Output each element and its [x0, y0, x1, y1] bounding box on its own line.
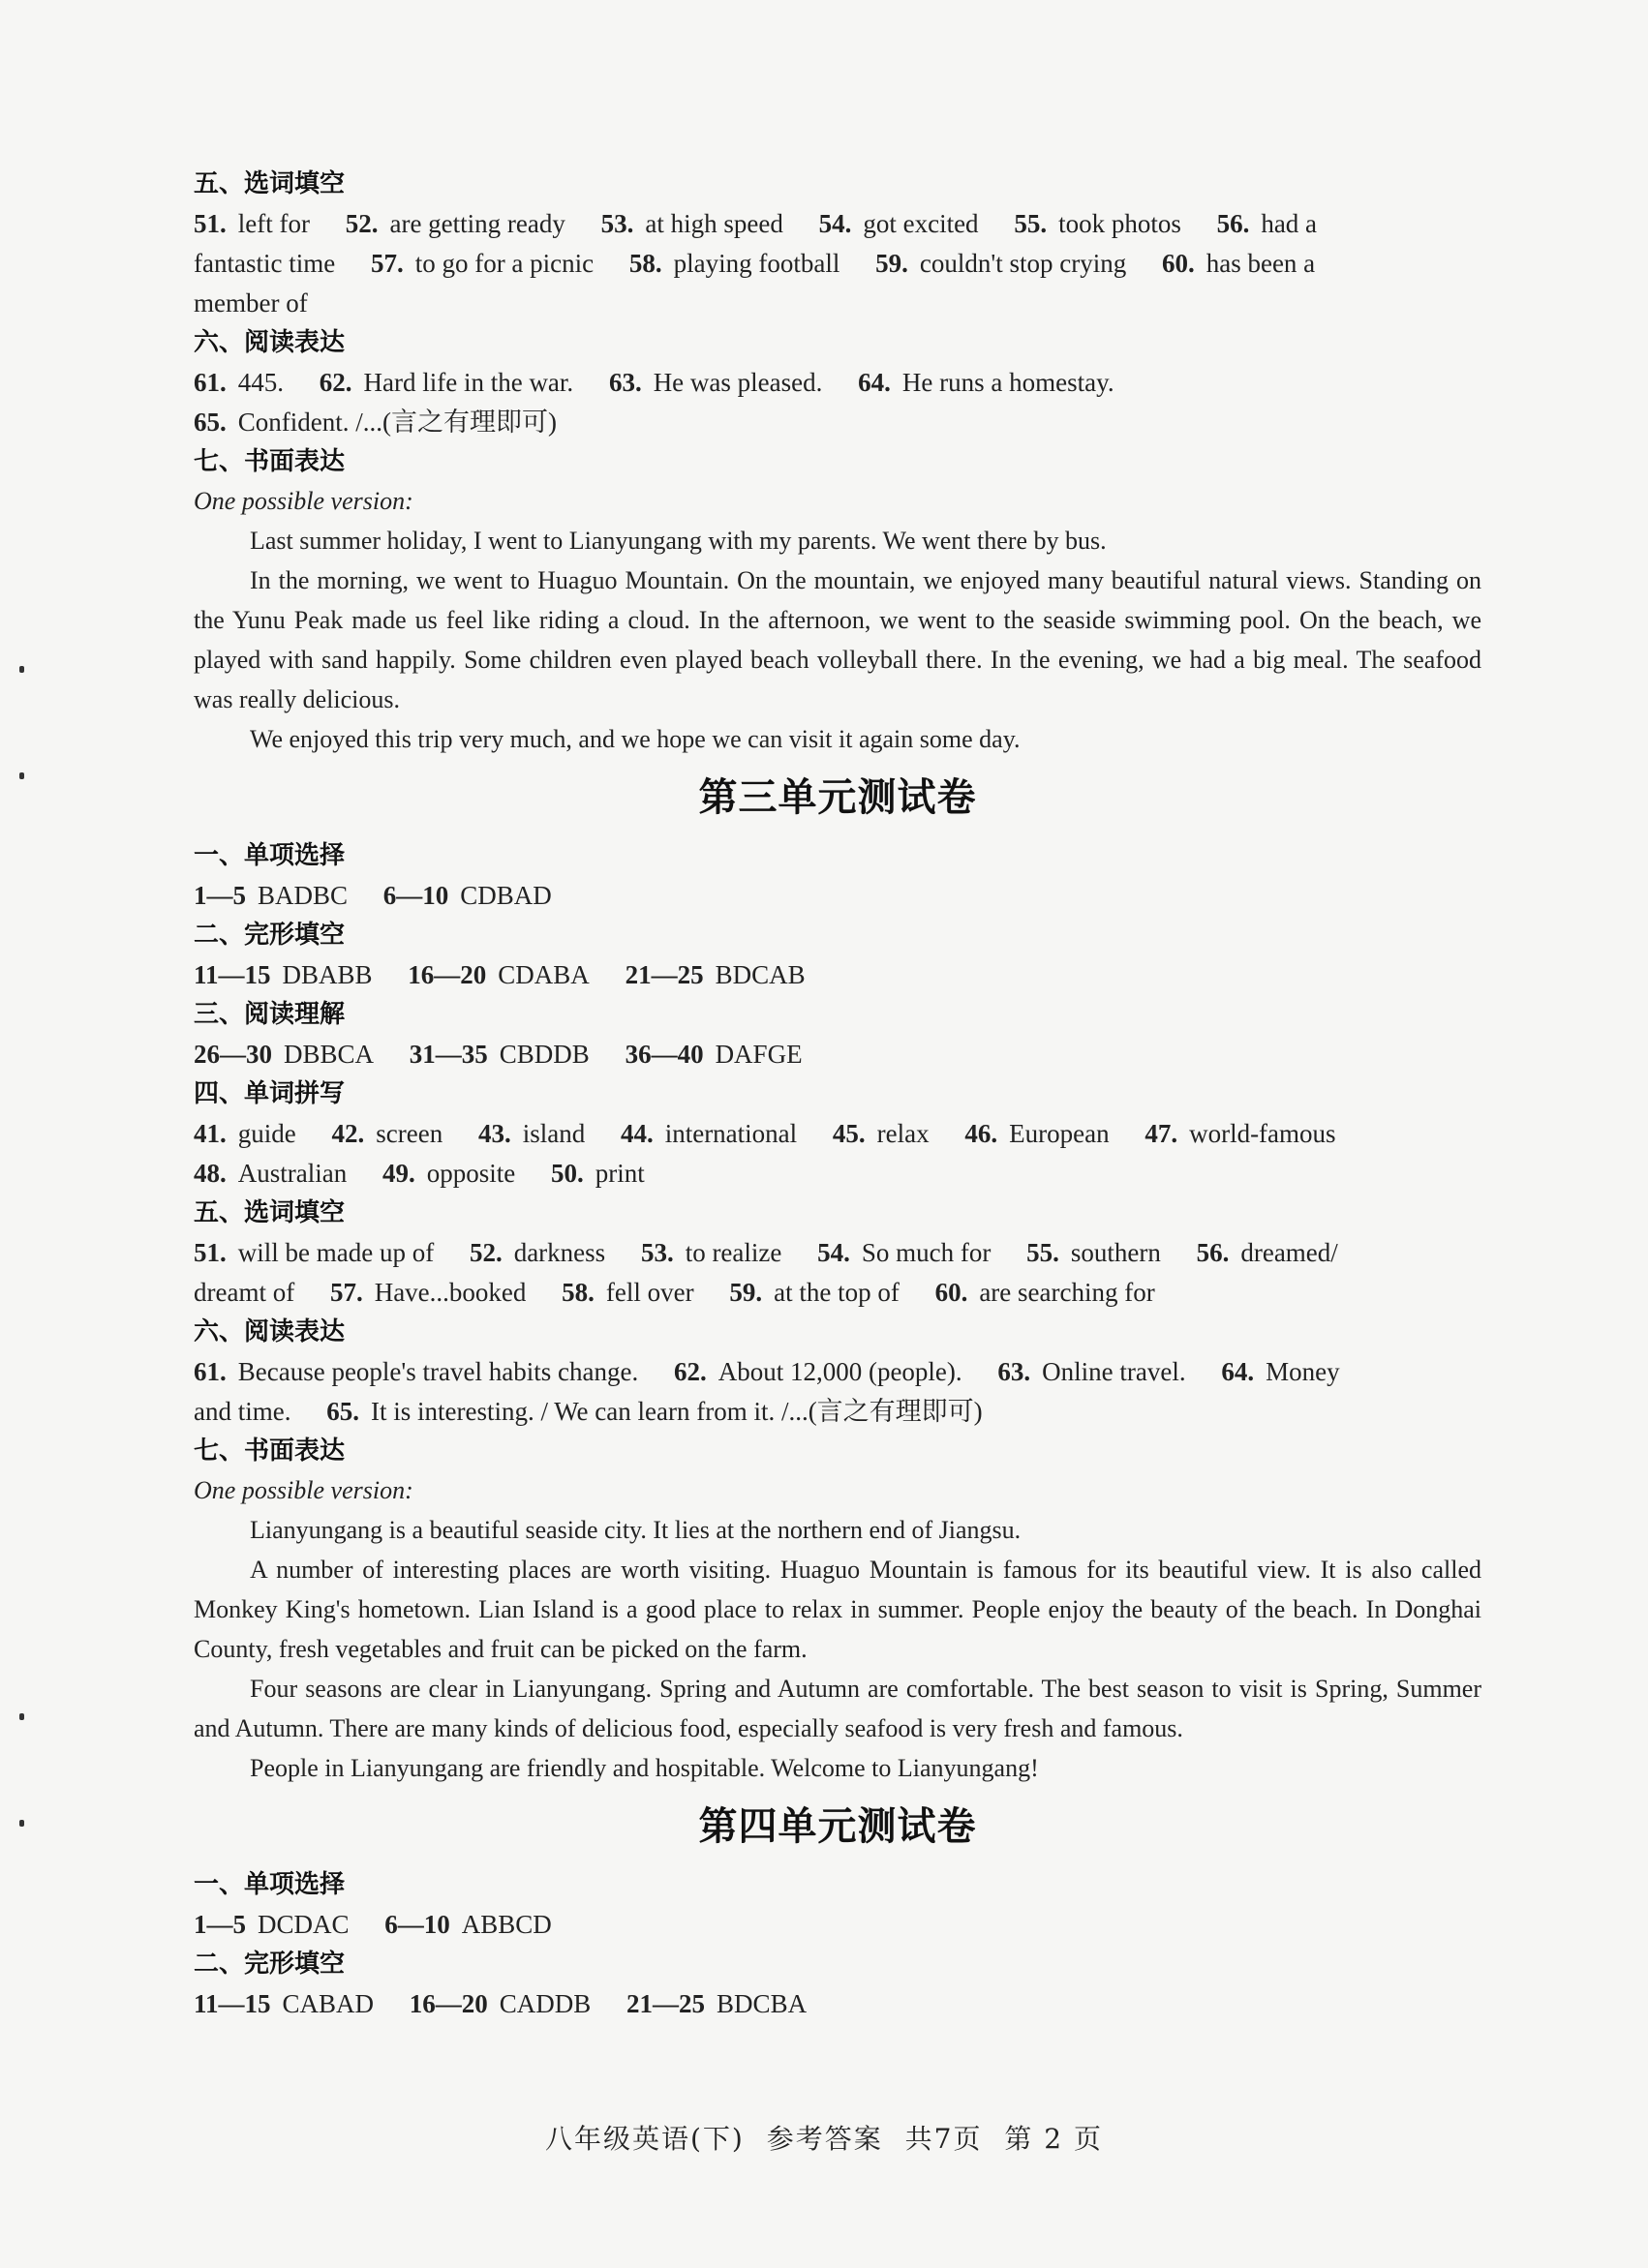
answer-text: at high speed	[645, 209, 783, 238]
section-title: 一、单项选择	[194, 1870, 346, 1899]
answer-number: 64.	[1221, 1357, 1255, 1386]
answer-text: dreamt of	[194, 1278, 295, 1307]
answer-item	[964, 1119, 1109, 1148]
answer-item	[330, 1278, 526, 1307]
answer-number: 21—25	[626, 1989, 706, 2018]
answer-number: 63.	[608, 368, 642, 397]
answer-item	[875, 249, 1126, 278]
answer-text: Confident. /...(言之有理即可)	[237, 408, 557, 437]
page-footer	[0, 2118, 1648, 2157]
answer-text: island	[522, 1119, 586, 1148]
answer-item	[470, 1238, 605, 1267]
answer-number: 49.	[381, 1159, 415, 1188]
answer-item	[621, 1119, 797, 1148]
answer-number: 60.	[1161, 249, 1195, 278]
answer-number: 58.	[562, 1278, 595, 1307]
answer-line	[194, 363, 1481, 403]
section-title: 四、单词拼写	[194, 1079, 346, 1108]
answer-text: Online travel.	[1042, 1357, 1186, 1386]
footer-total: 共7页	[904, 2123, 983, 2155]
answer-line	[194, 876, 1481, 916]
answer-item	[194, 1357, 638, 1386]
answer-item	[1197, 1238, 1338, 1267]
answer-item	[1162, 249, 1315, 278]
answer-line	[194, 1392, 1481, 1432]
answer-item	[609, 368, 822, 397]
answer-item	[410, 1989, 592, 2018]
answer-number: 55.	[1014, 209, 1048, 238]
answer-item	[478, 1119, 585, 1148]
answer-line	[194, 1035, 1481, 1074]
footer-book: 八年级英语(下)	[544, 2123, 745, 2155]
answer-line	[194, 244, 1481, 284]
answer-text: print	[595, 1159, 645, 1188]
answer-text: About 12,000 (people).	[717, 1357, 962, 1386]
answer-number: 59.	[729, 1278, 763, 1307]
answer-line	[194, 1273, 1481, 1313]
answer-number: 16—20	[408, 960, 487, 989]
answer-item	[626, 1989, 807, 2018]
answer-text: relax	[876, 1119, 930, 1148]
answer-text: took photos	[1058, 209, 1181, 238]
answer-number: 44.	[620, 1119, 654, 1148]
answer-text: Money	[1266, 1357, 1340, 1386]
answer-item	[626, 1040, 803, 1069]
section-title: 六、阅读表达	[194, 328, 346, 357]
answer-item	[194, 1989, 374, 2018]
answer-item	[194, 1397, 290, 1426]
answer-item	[194, 1119, 296, 1148]
answer-text: guide	[237, 1119, 296, 1148]
answer-number: 53.	[600, 209, 634, 238]
version-label: One possible version:	[194, 487, 413, 515]
answer-number: 6—10	[384, 1910, 450, 1939]
answer-item	[194, 368, 284, 397]
answer-text: DBBCA	[284, 1040, 375, 1069]
essay-paragraph: Last summer holiday, I went to Lianyungang with my parents. We went there by bus.	[250, 527, 1107, 555]
essay-paragraph: A number of interesting places are worth visiting. Huaguo Mountain is famous for its beautiful view. It is also called Monkey King's hometown. Lian Island is a good place to relax in summer. People enjoy the beauty of the beach. In Donghai County, fresh vegetables and fruit can be picked on the farm.	[194, 1556, 1481, 1663]
answer-line	[194, 1154, 1481, 1194]
answer-number: 43.	[477, 1119, 511, 1148]
answer-number: 48.	[194, 1159, 227, 1188]
answer-text: BDCBA	[717, 1989, 808, 2018]
answer-text: Because people's travel habits change.	[237, 1357, 639, 1386]
answer-number: 1—5	[194, 881, 246, 910]
answer-number: 61.	[194, 368, 227, 397]
answer-number: 61.	[194, 1357, 227, 1386]
answer-item	[194, 1238, 434, 1267]
answer-number: 26—30	[194, 1040, 272, 1069]
answer-text: Hard life in the war.	[363, 368, 574, 397]
answer-text: left for	[237, 209, 310, 238]
answer-number: 62.	[673, 1357, 707, 1386]
answer-text: CABAD	[282, 1989, 375, 2018]
answer-text: had a	[1261, 209, 1318, 238]
footer-page: 第 2 页	[1004, 2123, 1104, 2155]
answer-item	[674, 1357, 962, 1386]
answer-text: European	[1009, 1119, 1110, 1148]
answer-item	[817, 1238, 991, 1267]
answer-text: to go for a picnic	[414, 249, 595, 278]
answer-item	[1217, 209, 1317, 238]
answer-item	[320, 368, 573, 397]
answer-number: 56.	[1196, 1238, 1230, 1267]
answer-item	[194, 209, 310, 238]
answer-item	[601, 209, 783, 238]
answer-number: 63.	[997, 1357, 1031, 1386]
answer-item	[551, 1159, 645, 1188]
answer-text: opposite	[426, 1159, 516, 1188]
answer-number: 59.	[875, 249, 908, 278]
unit-title: 第三单元测试卷	[698, 775, 977, 820]
answer-item	[194, 881, 348, 910]
answer-text: got excited	[863, 209, 979, 238]
answer-item	[408, 960, 590, 989]
answer-number: 52.	[469, 1238, 503, 1267]
answer-item	[383, 881, 552, 910]
answer-item	[629, 249, 839, 278]
answer-number: 50.	[550, 1159, 584, 1188]
answer-text: has been a	[1205, 249, 1316, 278]
answer-text: BADBC	[258, 881, 349, 910]
answer-line	[194, 1905, 1481, 1945]
answer-number: 41.	[194, 1119, 227, 1148]
answer-number: 16—20	[409, 1989, 488, 2018]
answer-number: 53.	[640, 1238, 674, 1267]
answer-text: world-famous	[1189, 1119, 1336, 1148]
answer-number: 1—5	[194, 1910, 246, 1939]
answer-text: dreamed/	[1240, 1238, 1338, 1267]
essay-paragraph: People in Lianyungang are friendly and hospitable. Welcome to Lianyungang!	[250, 1754, 1039, 1782]
essay-paragraph: We enjoyed this trip very much, and we hope we can visit it again some day.	[250, 725, 1021, 753]
answer-number: 57.	[329, 1278, 363, 1307]
answer-text: southern	[1070, 1238, 1161, 1267]
answer-number: 11—15	[194, 1989, 271, 2018]
answer-text: and time.	[194, 1397, 291, 1426]
answer-number: 56.	[1216, 209, 1250, 238]
answer-item	[833, 1119, 930, 1148]
answer-item	[194, 1910, 350, 1939]
answer-item	[332, 1119, 443, 1148]
section-title: 六、阅读表达	[194, 1317, 346, 1346]
answer-number: 11—15	[194, 960, 271, 989]
answer-number: 57.	[370, 249, 404, 278]
answer-number: 31—35	[409, 1040, 488, 1069]
answer-number: 47.	[1144, 1119, 1178, 1148]
answer-text: will be made up of	[237, 1238, 435, 1267]
answer-item	[326, 1397, 982, 1426]
answer-number: 21—25	[625, 960, 704, 989]
answer-number: 60.	[934, 1278, 968, 1307]
answer-text: 445.	[237, 368, 284, 397]
answer-text: CDABA	[498, 960, 590, 989]
answer-item	[194, 960, 373, 989]
answer-item	[858, 368, 1114, 397]
answer-number: 58.	[628, 249, 662, 278]
answer-number: 6—10	[382, 881, 449, 910]
answer-line	[194, 955, 1481, 995]
answer-item	[1221, 1357, 1339, 1386]
answer-item	[1144, 1119, 1335, 1148]
answer-text: He was pleased.	[653, 368, 823, 397]
answer-line	[194, 1114, 1481, 1154]
section-title: 二、完形填空	[194, 1950, 346, 1979]
answer-line	[194, 1984, 1481, 2024]
answer-item	[562, 1278, 693, 1307]
answer-text: fell over	[605, 1278, 694, 1307]
footer-label: 参考答案	[766, 2123, 883, 2155]
answer-item	[194, 249, 335, 278]
answer-number: 65.	[194, 408, 227, 437]
answer-line	[194, 403, 1481, 442]
answer-text: CDBAD	[460, 881, 552, 910]
answer-line	[194, 1352, 1481, 1392]
answer-number: 51.	[194, 209, 227, 238]
answer-text: darkness	[513, 1238, 606, 1267]
answer-text: DBABB	[282, 960, 373, 989]
answer-text: It is interesting. / We can learn from it. /...(言之有理即可)	[370, 1397, 983, 1426]
section-title: 五、选词填空	[194, 169, 346, 198]
answer-text: DCDAC	[258, 1910, 350, 1939]
answer-number: 46.	[964, 1119, 998, 1148]
answer-line	[194, 1233, 1481, 1273]
answer-item	[346, 209, 565, 238]
answer-item	[382, 1159, 515, 1188]
essay-paragraph: In the morning, we went to Huaguo Mountain. On the mountain, we enjoyed many beautiful natural views. Standing on the Yunu Peak made us feel like riding a cloud. In the afternoon, we went to the seaside swimming pool. On the beach, we played with sand happily. Some children even played beach volleyball there. In the evening, we had a big meal. The seafood was really delicious.	[194, 566, 1481, 713]
answer-text: Have...booked	[374, 1278, 527, 1307]
answer-item	[384, 1910, 552, 1939]
answer-number: 64.	[858, 368, 891, 397]
answer-number: 42.	[331, 1119, 365, 1148]
answer-item	[1026, 1238, 1161, 1267]
answer-text: international	[664, 1119, 798, 1148]
answer-text: fantastic time	[194, 249, 336, 278]
answer-item	[641, 1238, 781, 1267]
answer-text: playing football	[673, 249, 840, 278]
answer-text: screen	[376, 1119, 443, 1148]
answer-item	[729, 1278, 899, 1307]
answer-number: 55.	[1026, 1238, 1059, 1267]
answer-text: Australian	[237, 1159, 348, 1188]
answer-text: DAFGE	[715, 1040, 803, 1069]
answer-text: couldn't stop crying	[919, 249, 1127, 278]
answer-text: to realize	[685, 1238, 782, 1267]
answer-text: BDCAB	[715, 960, 806, 989]
section-title: 七、书面表达	[194, 1436, 346, 1466]
unit-title: 第四单元测试卷	[698, 1804, 977, 1849]
answer-item	[194, 1159, 347, 1188]
answer-text: So much for	[861, 1238, 992, 1267]
answer-item	[410, 1040, 590, 1069]
answer-text: are getting ready	[389, 209, 565, 238]
answer-text: ABBCD	[461, 1910, 552, 1939]
answer-line	[194, 204, 1481, 244]
answer-number: 51.	[194, 1238, 227, 1267]
answer-number: 36—40	[625, 1040, 704, 1069]
answer-item	[819, 209, 979, 238]
answer-text: CADDB	[499, 1989, 592, 2018]
answer-text: He runs a homestay.	[901, 368, 1114, 397]
essay-paragraph: Four seasons are clear in Lianyungang. Spring and Autumn are comfortable. The best season to visit is Spring, Summer and Autumn. There are many kinds of delicious food, especially seafood is very fresh and famous.	[194, 1675, 1481, 1742]
answer-item	[194, 1278, 294, 1307]
answer-item	[194, 1040, 374, 1069]
answer-text: at the top of	[774, 1278, 900, 1307]
answer-item	[997, 1357, 1185, 1386]
answer-number: 45.	[832, 1119, 866, 1148]
answer-number: 62.	[319, 368, 352, 397]
answer-text: CBDDB	[499, 1040, 590, 1069]
answer-item	[935, 1278, 1155, 1307]
answer-number: 54.	[818, 209, 852, 238]
answer-content	[194, 165, 1481, 2024]
essay-paragraph: Lianyungang is a beautiful seaside city. It lies at the northern end of Jiangsu.	[250, 1516, 1022, 1544]
section-title: 二、完形填空	[194, 921, 346, 950]
answer-item	[626, 960, 806, 989]
answer-item	[1014, 209, 1181, 238]
section-title: 五、选词填空	[194, 1198, 346, 1227]
section-title: 三、阅读理解	[194, 1000, 346, 1029]
answer-line: member of	[194, 288, 308, 318]
answer-text: are searching for	[979, 1278, 1155, 1307]
answer-number: 65.	[326, 1397, 359, 1426]
answer-number: 54.	[817, 1238, 850, 1267]
answer-number: 52.	[345, 209, 379, 238]
answer-item	[194, 408, 557, 437]
answer-item	[371, 249, 594, 278]
version-label: One possible version:	[194, 1476, 413, 1504]
section-title: 一、单项选择	[194, 841, 346, 870]
section-title: 七、书面表达	[194, 447, 346, 476]
